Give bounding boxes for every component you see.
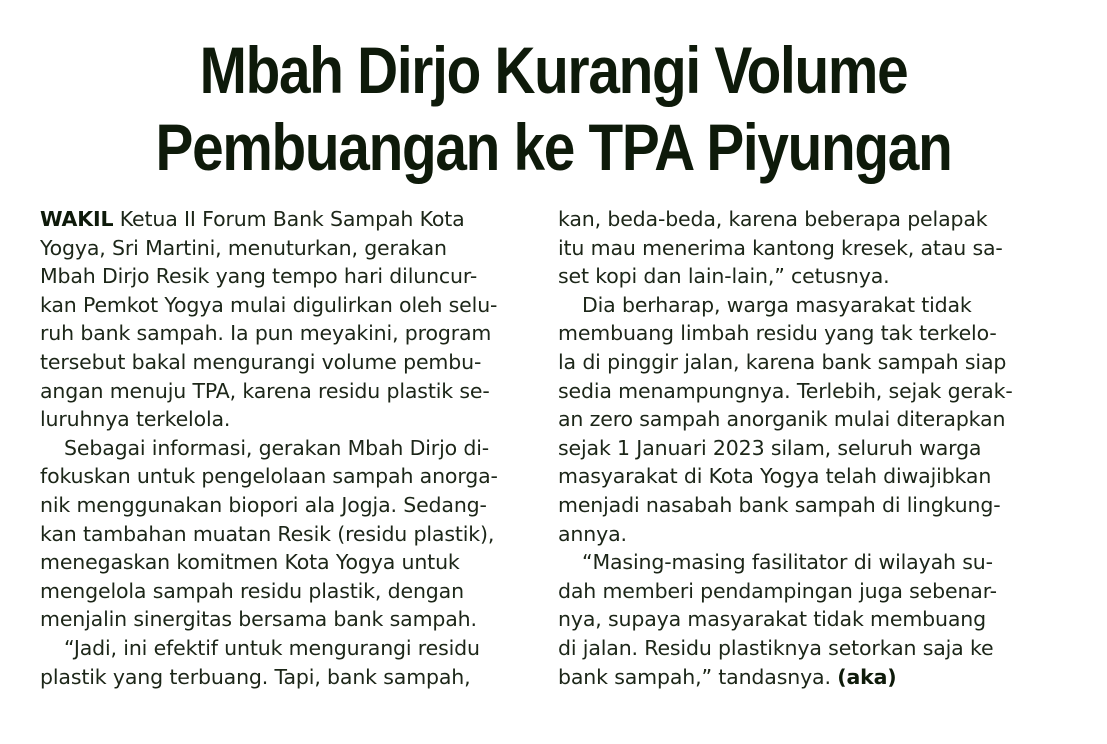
- text-line: Mbah Dirjo Resik yang tempo hari diluncur-: [40, 264, 478, 289]
- text-line: tersebut bakal mengurangi volume pembu-: [40, 349, 482, 374]
- text-line: nik menggunakan biopori ala Jogja. Sedang-: [40, 492, 487, 517]
- text-line: menjadi nasabah bank sampah di lingkung-: [558, 492, 1001, 517]
- text-line: fokuskan untuk pengelolaan sampah anorga-: [40, 464, 498, 489]
- paragraph-start-line: “Jadi, ini efektif untuk mengurangi residu: [64, 635, 480, 660]
- text-line: itu mau menerima kantong kresek, atau sa-: [558, 235, 1003, 260]
- text-line: menjalin sinergitas bersama bank sampah.: [40, 607, 477, 632]
- headline-line-2: Pembuangan ke TPA Piyungan: [155, 110, 952, 184]
- text-line: dah memberi pendampingan juga sebenar-: [558, 578, 997, 603]
- text-line: sedia menampungnya. Terlebih, sejak gerak-: [558, 378, 1013, 403]
- text-line: la di pinggir jalan, karena bank sampah siap: [558, 349, 1007, 374]
- text-line: masyarakat di Kota Yogya telah diwajibkan: [558, 464, 992, 489]
- headline-line-1: Mbah Dirjo Kurangi Volume: [199, 33, 908, 107]
- article-column-left: [40, 205, 530, 691]
- text-line: kan, beda-beda, karena beberapa pelapak: [558, 207, 988, 231]
- text-line: set kopi dan lain-lain,” cetusnya.: [558, 264, 890, 289]
- text-line: kan Pemkot Yogya mulai digulirkan oleh selu-: [40, 292, 498, 317]
- paragraph-start-line: Dia berharap, warga masyarakat tidak: [582, 292, 972, 317]
- text-line: membuang limbah residu yang tak terkelo-: [558, 321, 997, 346]
- author-signoff: (aka): [837, 664, 897, 689]
- text-line: WAKIL Ketua II Forum Bank Sampah Kota: [40, 207, 465, 231]
- text-line: luruhnya terkelola.: [40, 407, 231, 432]
- text-line: angan menuju TPA, karena residu plastik se-: [40, 378, 490, 403]
- paragraph-start-line: Sebagai informasi, gerakan Mbah Dirjo di-: [64, 435, 490, 460]
- text-line: annya.: [558, 521, 627, 546]
- text-line: sejak 1 Januari 2023 silam, seluruh warga: [558, 435, 982, 460]
- text-line: menegaskan komitmen Kota Yogya untuk: [40, 550, 460, 575]
- lead-word: WAKIL: [40, 207, 114, 231]
- article-column-right: [558, 205, 1048, 691]
- text-line: kan tambahan muatan Resik (residu plastik),: [40, 521, 495, 546]
- text-line: ruh bank sampah. Ia pun meyakini, program: [40, 321, 492, 346]
- text-line: mengelola sampah residu plastik, dengan: [40, 578, 464, 603]
- text-line: nya, supaya masyarakat tidak membuang: [558, 607, 986, 632]
- text-line: di jalan. Residu plastiknya setorkan saja ke: [558, 635, 994, 660]
- paragraph-start-line: “Masing-masing fasilitator di wilayah su-: [582, 550, 993, 575]
- text-line: plastik yang terbuang. Tapi, bank sampah,: [40, 664, 471, 689]
- text-line: bank sampah,” tandasnya. (aka): [558, 664, 897, 689]
- text-line: an zero sampah anorganik mulai diterapkan: [558, 407, 1006, 432]
- text-line: Yogya, Sri Martini, menuturkan, gerakan: [40, 235, 447, 260]
